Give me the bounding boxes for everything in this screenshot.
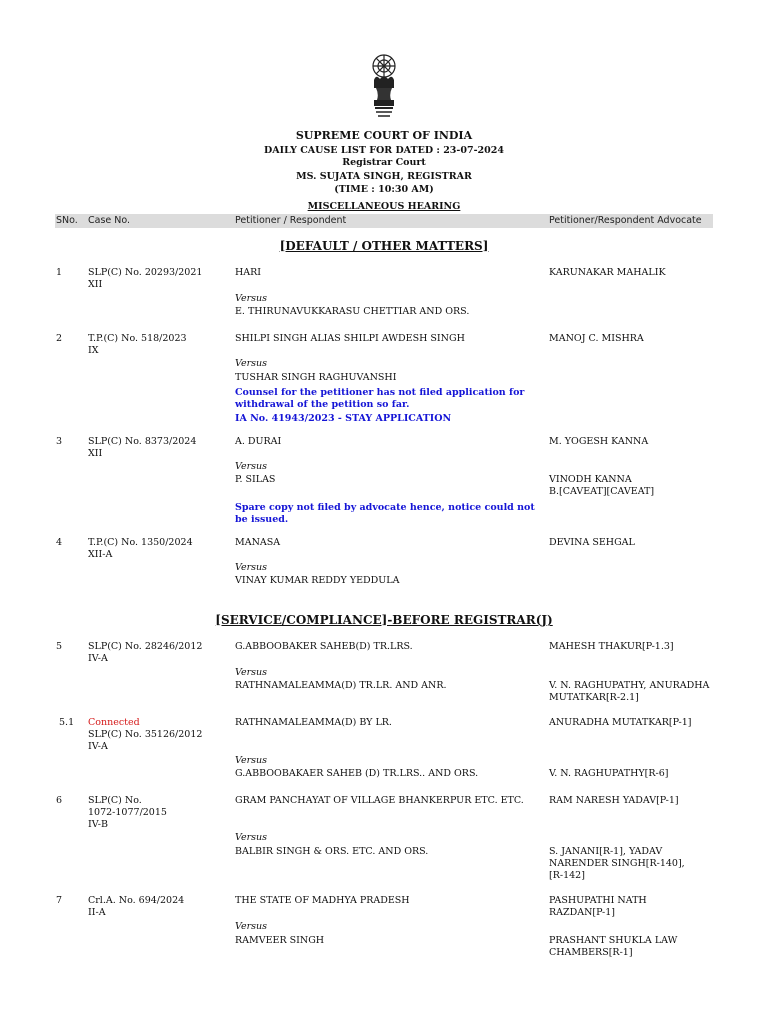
petitioner: MANASA <box>235 537 281 548</box>
case-number: Crl.A. No. 694/2024 <box>88 895 185 906</box>
versus-label: Versus <box>235 562 268 573</box>
petitioner: SHILPI SINGH ALIAS SHILPI AWDESH SINGH <box>235 333 465 344</box>
case-sno: 2 <box>56 333 63 344</box>
versus-label: Versus <box>235 832 268 843</box>
petitioner-advocate: RAZDAN[P-1] <box>549 907 615 918</box>
case-bench: IV-B <box>88 819 108 830</box>
court-type: Registrar Court <box>342 157 426 168</box>
versus-label: Versus <box>235 667 268 678</box>
state-emblem-icon <box>366 52 402 124</box>
respondent-advocate: B.[CAVEAT][CAVEAT] <box>549 486 655 497</box>
versus-label: Versus <box>235 921 268 932</box>
petitioner-advocate: KARUNAKAR MAHALIK <box>549 267 666 278</box>
section-heading: [DEFAULT / OTHER MATTERS] <box>279 239 489 253</box>
respondent-advocate: NARENDER SINGH[R-140], <box>549 858 685 869</box>
case-note: be issued. <box>235 514 289 525</box>
case-bench: IX <box>88 345 99 356</box>
respondent-advocate: CHAMBERS[R-1] <box>549 947 633 958</box>
case-bench: XII <box>88 279 103 290</box>
case-sno: 4 <box>56 537 63 548</box>
ia-note: IA No. 41943/2023 - STAY APPLICATION <box>235 413 452 424</box>
list-title: DAILY CAUSE LIST FOR DATED : 23-07-2024 <box>264 145 504 156</box>
case-number: SLP(C) No. <box>88 795 142 806</box>
petitioner-advocate: ANURADHA MUTATKAR[P-1] <box>549 717 692 728</box>
court-name: SUPREME COURT OF INDIA <box>295 129 473 142</box>
respondent-advocate: PRASHANT SHUKLA LAW <box>549 935 678 946</box>
case-sno: 5.1 <box>59 717 75 728</box>
case-bench: XII <box>88 448 103 459</box>
petitioner-advocate: MANOJ C. MISHRA <box>549 333 644 344</box>
petitioner-advocate: MAHESH THAKUR[P-1.3] <box>549 641 674 652</box>
respondent: BALBIR SINGH & ORS. ETC. AND ORS. <box>235 846 429 857</box>
case-number: SLP(C) No. 20293/2021 <box>88 267 203 278</box>
case-number: 1072-1077/2015 <box>88 807 167 818</box>
case-bench: II-A <box>88 907 106 918</box>
versus-label: Versus <box>235 293 268 304</box>
respondent-advocate: S. JANANI[R-1], YADAV <box>549 846 663 857</box>
case-sno: 7 <box>56 895 63 906</box>
petitioner-advocate: M. YOGESH KANNA <box>549 436 649 447</box>
case-note: Counsel for the petitioner has not filed application for <box>235 387 525 398</box>
respondent-advocate: VINODH KANNA <box>549 474 632 485</box>
versus-label: Versus <box>235 755 268 766</box>
respondent-advocate: V. N. RAGHUPATHY, ANURADHA <box>549 680 710 691</box>
respondent: TUSHAR SINGH RAGHUVANSHI <box>235 372 397 383</box>
column-header-row <box>55 214 713 228</box>
case-number: SLP(C) No. 35126/2012 <box>88 729 203 740</box>
col-party: Petitioner / Respondent <box>235 215 347 226</box>
section-heading: [SERVICE/COMPLIANCE]-BEFORE REGISTRAR(J) <box>215 613 553 627</box>
respondent-advocate: MUTATKAR[R-2.1] <box>549 692 639 703</box>
petitioner: RATHNAMALEAMMA(D) BY LR. <box>235 717 392 728</box>
versus-label: Versus <box>235 461 268 472</box>
case-number: T.P.(C) No. 518/2023 <box>88 333 187 344</box>
petitioner-advocate: RAM NARESH YADAV[P-1] <box>549 795 679 806</box>
hearing-type: MISCELLANEOUS HEARING <box>307 201 461 212</box>
petitioner-advocate: DEVINA SEHGAL <box>549 537 635 548</box>
case-sno: 5 <box>56 641 63 652</box>
petitioner: GRAM PANCHAYAT OF VILLAGE BHANKERPUR ETC. ETC. <box>235 795 524 806</box>
respondent-advocate: V. N. RAGHUPATHY[R-6] <box>549 768 669 779</box>
officer-name: MS. SUJATA SINGH, REGISTRAR <box>296 171 472 182</box>
respondent: P. SILAS <box>235 474 276 485</box>
petitioner-advocate: PASHUPATHI NATH <box>549 895 647 906</box>
case-bench: IV-A <box>88 653 108 664</box>
case-bench: XII-A <box>88 549 113 560</box>
respondent: RATHNAMALEAMMA(D) TR.LR. AND ANR. <box>235 680 447 691</box>
case-sno: 3 <box>56 436 63 447</box>
versus-label: Versus <box>235 358 268 369</box>
case-note: Spare copy not filed by advocate hence, notice could not <box>235 502 535 513</box>
petitioner: G.ABBOOBAKER SAHEB(D) TR.LRS. <box>235 641 413 652</box>
case-sno: 1 <box>56 267 63 278</box>
hearing-time: (TIME : 10:30 AM) <box>334 184 434 195</box>
respondent: RAMVEER SINGH <box>235 935 325 946</box>
respondent: G.ABBOOBAKAER SAHEB (D) TR.LRS.. AND ORS. <box>235 768 479 779</box>
respondent: VINAY KUMAR REDDY YEDDULA <box>235 575 400 586</box>
petitioner: THE STATE OF MADHYA PRADESH <box>235 895 410 906</box>
case-number: SLP(C) No. 28246/2012 <box>88 641 203 652</box>
case-bench: IV-A <box>88 741 108 752</box>
connected-label: Connected <box>88 717 140 728</box>
case-number: T.P.(C) No. 1350/2024 <box>88 537 193 548</box>
col-advocate: Petitioner/Respondent Advocate <box>549 215 702 226</box>
respondent: E. THIRUNAVUKKARASU CHETTIAR AND ORS. <box>235 306 470 317</box>
col-sno: SNo. <box>56 215 78 226</box>
case-number: SLP(C) No. 8373/2024 <box>88 436 197 447</box>
petitioner: HARI <box>235 267 262 278</box>
respondent-advocate: [R-142] <box>549 870 585 881</box>
case-sno: 6 <box>56 795 63 806</box>
petitioner: A. DURAI <box>235 436 282 447</box>
col-case-no: Case No. <box>88 215 131 226</box>
case-note: withdrawal of the petition so far. <box>235 399 410 410</box>
